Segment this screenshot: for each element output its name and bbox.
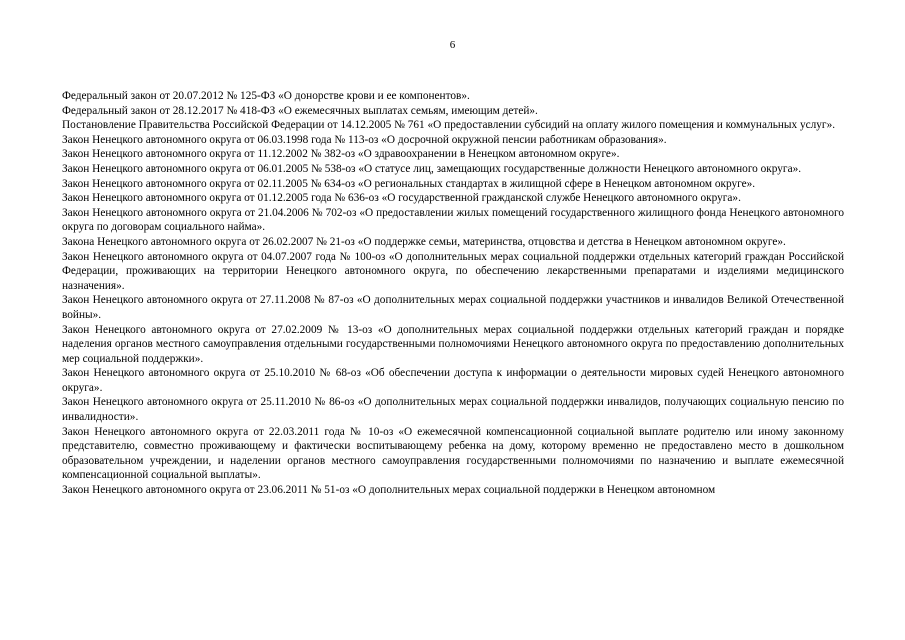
list-item: Закон Ненецкого автономного округа от 01.12.2005 года № 636-оз «О государственной гражданской службе Ненецкого автономного округа». <box>62 192 741 205</box>
list-item: Закон Ненецкого автономного округа от 27.02.2009 № 13-оз «О дополнительных мерах социальной поддержки отдельных категорий граждан и порядке наделения органов местного самоуправления отдельными государственными полномочиями Ненецкого автономного округа по предоставлению дополнительных мер социальной поддержки». <box>62 323 844 365</box>
list-item: Закона Ненецкого автономного округа от 26.02.2007 № 21-оз «О поддержке семьи, материнства, отцовства и детства в Ненецком автономном округе». <box>62 235 786 248</box>
list-item: Закон Ненецкого автономного округа от 04.07.2007 года № 100-оз «О дополнительных мерах социальной поддержки отдельных категорий граждан Российской Федерации, проживающих на территории Ненецкого автономного округа, по обеспечению лекарственными препаратами и изделиями медицинского назначения». <box>62 250 844 292</box>
list-item: Закон Ненецкого автономного округа от 25.10.2010 № 68-оз «Об обеспечении доступа к информации о деятельности мировых судей Ненецкого автономного округа». <box>62 367 844 394</box>
list-item: Федеральный закон от 28.12.2017 № 418-ФЗ «О ежемесячных выплатах семьям, имеющим детей». <box>62 104 538 117</box>
list-item: Закон Ненецкого автономного округа от 25.11.2010 № 86-оз «О дополнительных мерах социальной поддержки инвалидов, получающих социальную пенсию по инвалидности». <box>62 396 844 424</box>
list-item: Закон Ненецкого автономного округа от 02.11.2005 № 634-оз «О региональных стандартах в жилищной сфере в Ненецком автономном округе». <box>62 177 756 190</box>
list-item: Закон Ненецкого автономного округа от 22.03.2011 года № 10-оз «О ежемесячной компенсационной социальной выплате родителю или иному законному представителю, совместно проживающему и фактически воспитывающему ребенка на дому, которому временно не предоставлено место в дошкольном образовательном учреждении, и наделении органов местного самоуправления государственными полномочиями по назначению и выплате ежемесячной компенсационной социальной выплаты». <box>62 425 844 482</box>
list-item: Федеральный закон от 20.07.2012 № 125-ФЗ «О донорстве крови и ее компонентов». <box>62 90 470 102</box>
list-item: Закон Ненецкого автономного округа от 06.01.2005 № 538-оз «О статусе лиц, замещающих государственные должности Ненецкого автономного округа». <box>62 162 802 175</box>
list-item: Закон Ненецкого автономного округа от 21.04.2006 № 702-оз «О предоставлении жилых помещений государственного жилищного фонда Ненецкого автономного округа по договорам социального найма». <box>62 206 844 234</box>
list-item: Закон Ненецкого автономного округа от 27.11.2008 № 87-оз «О дополнительных мерах социальной поддержки участников и инвалидов Великой Отечественной войны». <box>62 294 844 321</box>
list-item: Закон Ненецкого автономного округа от 11.12.2002 № 382-оз «О здравоохранении в Ненецком автономном округе». <box>62 148 620 161</box>
list-item: Постановление Правительства Российской Федерации от 14.12.2005 № 761 «О предоставлении субсидий на оплату жилого помещения и коммунальных услуг». <box>62 119 836 132</box>
page-number: 6 <box>449 39 456 51</box>
list-item: Закон Ненецкого автономного округа от 23.06.2011 № 51-оз «О дополнительных мерах социальной поддержки в Ненецком автономном <box>62 484 716 497</box>
document-body <box>62 89 844 498</box>
list-item: Закон Ненецкого автономного округа от 06.03.1998 года № 113-оз «О досрочной окружной пенсии работникам образования». <box>62 133 667 146</box>
